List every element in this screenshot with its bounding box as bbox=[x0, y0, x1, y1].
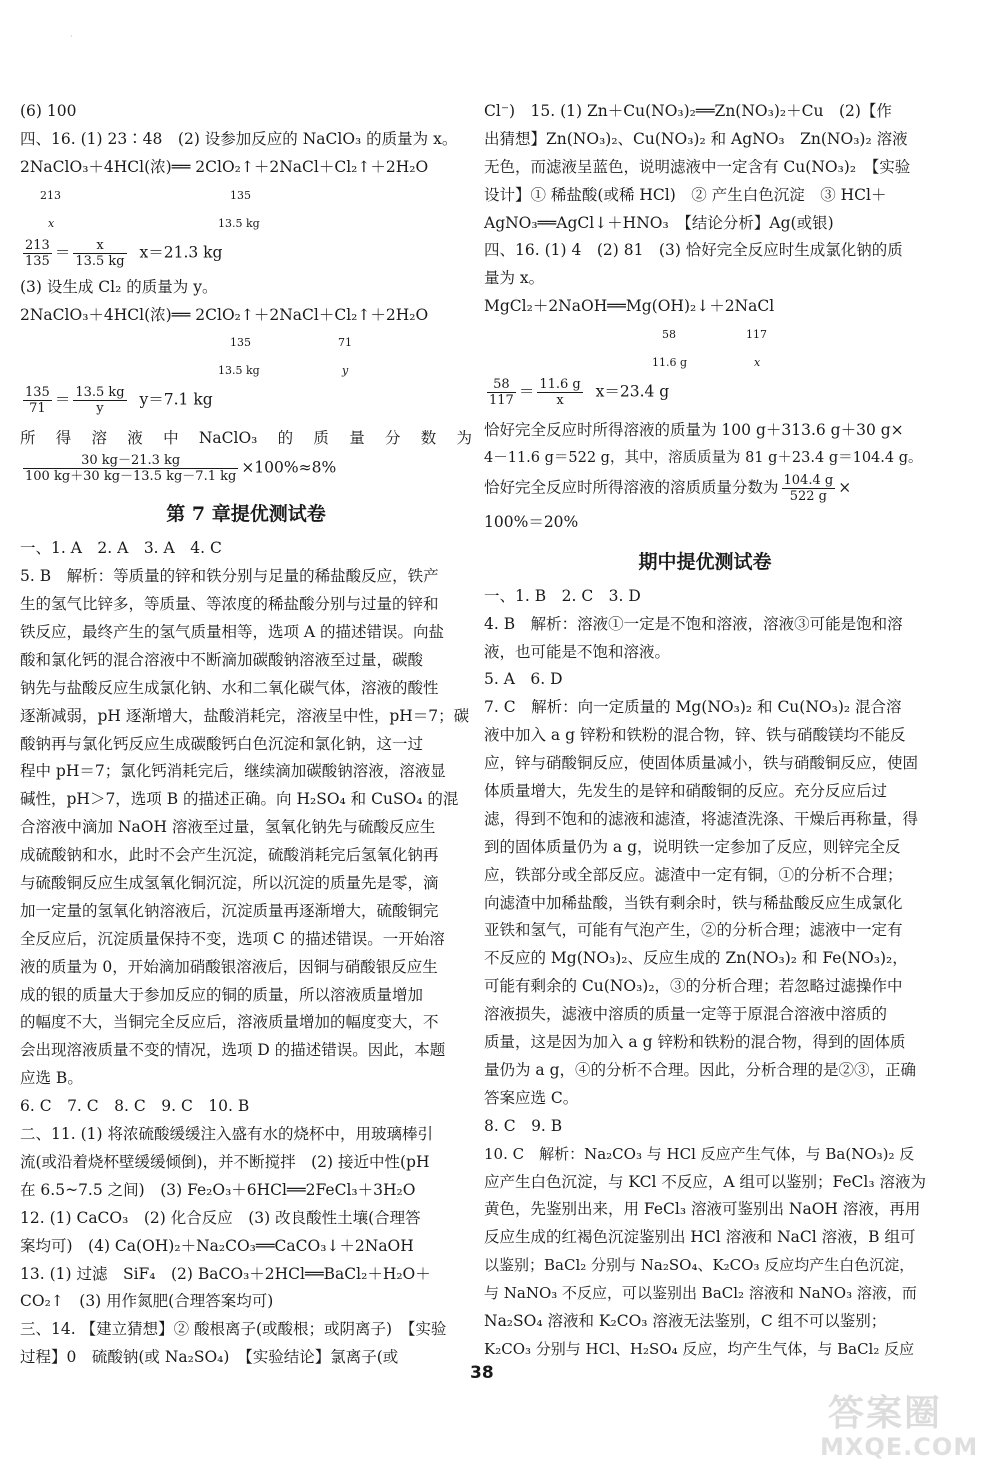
text-line: 四、16. (1) 4 (2) 81 (3) 恰好完全反应时生成氯化钠的质 bbox=[484, 241, 903, 260]
text-line: Cl⁻) 15. (1) Zn＋Cu(NO₃)₂══Zn(NO₃)₂＋Cu (2)【作 bbox=[484, 102, 892, 120]
text-line: 亚铁和氢气，可能有气泡产生，②的分析合理；滤液中一定有 bbox=[484, 921, 903, 940]
text-line: 液的质量为 0，开始滴加硝酸银溶液后，因铜与硝酸银反应生 bbox=[20, 957, 438, 976]
text-line: 质量，这是因为加入 a g 锌粉和铁粉的混合物，得到的固体质 bbox=[484, 1033, 906, 1052]
watermark bbox=[800, 1385, 980, 1465]
text-line: 应，铁部分或全部反应。滤渣中一定有铜，①的分析不合理； bbox=[484, 865, 903, 884]
mass-fraction-line: 所得溶液中NaClO₃的质量分数为 bbox=[20, 429, 472, 448]
mass-fraction-result: $\frac{30 kg-21.3 kg}{100 kg+30 kg-13.5 kg-7.1 kg}$ ×100%≈8% bbox=[25, 453, 337, 485]
right-column bbox=[484, 98, 926, 1364]
ratio-2: $\frac{135}{71}$ ＝ $\frac{13.5 kg}{y}$ y＝7.1 kg bbox=[25, 385, 213, 417]
eq2-b: 13.5 kg bbox=[218, 364, 260, 378]
eq2-c: 71 bbox=[338, 336, 352, 350]
text-line: 量为 x。 bbox=[484, 269, 545, 288]
solute-fraction-line: 恰好完全反应时所得溶液的溶质质量分数为 $\frac{104.4 g}{522 g}$ × bbox=[484, 472, 852, 504]
eq3-b: 11.6 g bbox=[652, 356, 688, 370]
text-line: 向滤渣中加稀盐酸，当铁有剩余时，铁与稀盐酸反应生成氯化 bbox=[484, 893, 903, 912]
text-line: 三、14. 【建立猜想】② 酸根离子(或酸根；或阴离子) 【实验 bbox=[20, 1320, 447, 1339]
watermark-site: MXQE.COM bbox=[820, 1433, 979, 1461]
text-line: 不反应的 Mg(NO₃)₂、反应生成的 Zn(NO₃)₂ 和 Fe(NO₃)₂， bbox=[484, 949, 908, 968]
text-line: 出猜想】Zn(NO₃)₂、Cu(NO₃)₂ 和 AgNO₃ Zn(NO₃)₂ 溶液 bbox=[484, 129, 908, 148]
text-line: 量仍为 a g，④的分析不合理。因此，分析合理的是②③，正确 bbox=[484, 1060, 917, 1079]
text-line: 流(或沿着烧杯壁缓缓倾倒)，并不断搅拌 (2) 接近中性(pH bbox=[20, 1152, 430, 1171]
text-line: 恰好完全反应时所得溶液的质量为 100 g＋313.6 g＋30 g× bbox=[484, 421, 904, 440]
text-line: 设计】① 稀盐酸(或稀 HCl) ② 产生白色沉淀 ③ HCl＋ bbox=[484, 185, 887, 204]
text-line: 在 6.5~7.5 之间) (3) Fe₂O₃＋6HCl══2FeCl₃＋3H₂O bbox=[20, 1180, 416, 1199]
corner-mark: · bbox=[70, 32, 73, 42]
text-line: Na₂SO₄ 溶液和 K₂CO₃ 溶液无法鉴别，C 组不可以鉴别； bbox=[484, 1311, 887, 1330]
equation-1-numbers bbox=[20, 182, 472, 238]
eq1-a: 213 bbox=[40, 188, 61, 202]
eq3-c: 117 bbox=[746, 328, 767, 342]
text-line: 应选 B。 bbox=[20, 1069, 83, 1088]
text-line: 逐渐减弱，pH 逐渐增大，盐酸消耗完，溶液呈中性，pH＝7；碳 bbox=[20, 706, 470, 725]
text-line: 8. C 9. B bbox=[484, 1116, 563, 1135]
text-line: 7. C 解析：向一定质量的 Mg(NO₃)₂ 和 Cu(NO₃)₂ 混合溶 bbox=[484, 698, 902, 717]
text-line: 应，锌与硝酸铜反应，使固体质量减小，铁与硝酸铜反应，使固 bbox=[484, 754, 919, 773]
text-line: 四、16. (1) 23∶48 (2) 设参加反应的 NaClO₃ 的质量为 x。 bbox=[20, 129, 458, 148]
text-line: 体质量增大，先发生的是锌和硝酸铜的反应。充分反应后过 bbox=[484, 782, 888, 801]
text-line: 二、11. (1) 将浓硫酸缓缓注入盛有水的烧杯中，用玻璃棒引 bbox=[20, 1125, 433, 1144]
text-line: 5. A 6. D bbox=[484, 670, 563, 689]
text-line: 4－11.6 g＝522 g，其中，溶质质量为 81 g＋23.4 g＝104.4 g。 bbox=[484, 450, 923, 467]
text-line: 酸和氯化钙的混合溶液中不断滴加碳酸钠溶液至过量，碳酸 bbox=[20, 650, 424, 669]
ratio-1: $\frac{213}{135}$ ＝ $\frac{x}{13.5 kg}$ x＝21.3 kg bbox=[25, 237, 223, 269]
text-line: MgCl₂＋2NaOH══Mg(OH)₂↓＋2NaCl bbox=[484, 297, 775, 316]
text-line: 可能有剩余的 Cu(NO₃)₂，③的分析合理；若忽略过滤操作中 bbox=[484, 977, 903, 996]
text-line: 黄色，先鉴别出来，用 FeCl₃ 溶液可鉴别出 NaOH 溶液，再用 bbox=[484, 1200, 921, 1219]
text-line: 6. C 7. C 8. C 9. C 10. B bbox=[20, 1097, 250, 1116]
text-line: 成的银的质量大于参加反应的铜的质量，所以溶液质量增加 bbox=[20, 985, 424, 1004]
eq1-d: 13.5 kg bbox=[218, 216, 260, 230]
text-line: 2NaClO₃＋4HCl(浓)══ 2ClO₂↑＋2NaCl＋Cl₂↑＋2H₂O bbox=[20, 305, 429, 324]
text-line: 5. B 解析：等质量的锌和铁分别与足量的稀盐酸反应，铁产 bbox=[20, 567, 439, 586]
text-line: AgNO₃══AgCl↓＋HNO₃ 【结论分析】Ag(或银) bbox=[484, 213, 834, 232]
text-line: CO₂↑ (3) 用作氮肥(合理答案均可) bbox=[20, 1292, 274, 1311]
text-line: 案均可) (4) Ca(OH)₂＋Na₂CO₃══CaCO₃↓＋2NaOH bbox=[20, 1236, 414, 1255]
percent-line: 100%＝20% bbox=[484, 512, 579, 531]
text-line: 加一定量的氢氧化钠溶液后，沉淀质量再逐渐增大，硫酸铜完 bbox=[20, 901, 439, 920]
text-line: 与硫酸铜反应生成氢氧化铜沉淀，所以沉淀的质量先是零，滴 bbox=[20, 874, 439, 893]
text-line: 一、1. A 2. A 3. A 4. C bbox=[20, 539, 222, 558]
eq3-d: x bbox=[754, 356, 761, 370]
text-line: 钠先与盐酸反应生成氯化钠、水和二氧化碳气体，溶液的酸性 bbox=[20, 678, 439, 697]
text-line: K₂CO₃ 分别与 HCl、H₂SO₄ 反应，均产生气体，与 BaCl₂ 反应 bbox=[484, 1339, 915, 1358]
text-line: 答案应选 C。 bbox=[484, 1088, 579, 1107]
ratio-3: $\frac{58}{117}$ ＝ $\frac{11.6 g}{x}$ x＝23.4 g bbox=[489, 377, 670, 409]
text-line: 到的固体质量仍为 a g，说明铁一定参加了反应，则锌完全反 bbox=[484, 837, 901, 856]
text-line: 过程】0 硫酸钠(或 Na₂SO₄) 【实验结论】氯离子(或 bbox=[20, 1348, 399, 1367]
equation-2-numbers bbox=[20, 329, 472, 385]
watermark-logo: 答案圈 bbox=[828, 1393, 943, 1434]
text-line: 铁反应，最终产生的氢气质量相等，选项 A 的描述错误。向盐 bbox=[20, 623, 445, 642]
text-line: 成硫酸钠和水，此时不会产生沉淀，硫酸消耗完后氢氧化钠再 bbox=[20, 846, 439, 865]
text-line: 13. (1) 过滤 SiF₄ (2) BaCO₃＋2HCl══BaCl₂＋H₂O＋ bbox=[20, 1264, 431, 1283]
text-line: 以鉴别；BaCl₂ 分别与 Na₂SO₄、K₂CO₃ 反应均产生白色沉淀， bbox=[484, 1256, 915, 1275]
text-line: 程中 pH＝7；氯化钙消耗完后，继续滴加碳酸钠溶液，溶液显 bbox=[20, 762, 446, 781]
eq1-b: x bbox=[48, 216, 55, 230]
text-line: 液中加入 a g 锌粉和铁粉的混合物，锌、铁与硝酸镁均不能反 bbox=[484, 726, 906, 745]
equation-3-numbers bbox=[484, 321, 926, 377]
text-line: (6) 100 bbox=[20, 102, 77, 120]
text-line: 全反应后，沉淀质量保持不变，选项 C 的描述错误。一开始溶 bbox=[20, 929, 445, 948]
text-line: 溶液损失，滤液中溶质的质量一定等于原混合溶液中溶质的 bbox=[484, 1005, 888, 1024]
eq3-a: 58 bbox=[662, 328, 676, 342]
text-line: 的幅度不大，当铜完全反应后，溶液质量增加的幅度变大，不 bbox=[20, 1013, 439, 1032]
text-line: 合溶液中滴加 NaOH 溶液至过量，氢氧化钠先与硫酸反应生 bbox=[20, 818, 436, 837]
eq1-c: 135 bbox=[230, 188, 251, 202]
text-line: 液，也可能是不饱和溶液。 bbox=[484, 642, 671, 661]
eq2-a: 135 bbox=[230, 336, 251, 350]
heading-midterm: 期中提优测试卷 bbox=[638, 550, 772, 573]
eq2-d: y bbox=[342, 364, 349, 378]
text-line: 滤，得到不饱和的滤液和滤渣，将滤渣洗涤、干燥后再称量，得 bbox=[484, 809, 919, 828]
text-line: 12. (1) CaCO₃ (2) 化合反应 (3) 改良酸性土壤(合理答 bbox=[20, 1208, 421, 1227]
left-column bbox=[20, 98, 472, 1372]
text-line: 酸钠再与氯化钙反应生成碳酸钙白色沉淀和氯化钠，这一过 bbox=[20, 734, 424, 753]
text-line: 生的氢气比锌多，等质量、等浓度的稀盐酸分别与过量的锌和 bbox=[20, 595, 439, 614]
text-line: 4. B 解析：溶液①一定是不饱和溶液，溶液③可能是饱和溶 bbox=[484, 614, 903, 633]
text-line: 2NaClO₃＋4HCl(浓)══ 2ClO₂↑＋2NaCl＋Cl₂↑＋2H₂O bbox=[20, 157, 429, 176]
text-line: 会出现溶液质量不变的情况，选项 D 的描述错误。因此，本题 bbox=[20, 1041, 446, 1060]
text-line: 一、1. B 2. C 3. D bbox=[484, 586, 641, 605]
heading-chapter-7: 第 7 章提优测试卷 bbox=[166, 503, 326, 526]
text-line: 无色，而滤液呈蓝色，说明滤液中一定含有 Cu(NO₃)₂ 【实验 bbox=[484, 157, 911, 176]
text-line: 10. C 解析：Na₂CO₃ 与 HCl 反应产生气体，与 Ba(NO₃)₂ 反 bbox=[484, 1144, 915, 1163]
text-line: 与 NaNO₃ 不反应，可以鉴别出 BaCl₂ 溶液和 NaNO₃ 溶液，而 bbox=[484, 1284, 917, 1303]
page-number: 38 bbox=[470, 1363, 494, 1383]
text-line: (3) 设生成 Cl₂ 的质量为 y。 bbox=[20, 277, 218, 296]
text-line: 应产生白色沉淀，与 KCl 不反应，A 组可以鉴别；FeCl₃ 溶液为 bbox=[484, 1172, 926, 1191]
text-line: 碱性，pH＞7，选项 B 的描述正确。向 H₂SO₄ 和 CuSO₄ 的混 bbox=[20, 790, 459, 809]
text-line: 反应生成的红褐色沉淀鉴别出 HCl 溶液和 NaCl 溶液，B 组可 bbox=[484, 1228, 916, 1247]
